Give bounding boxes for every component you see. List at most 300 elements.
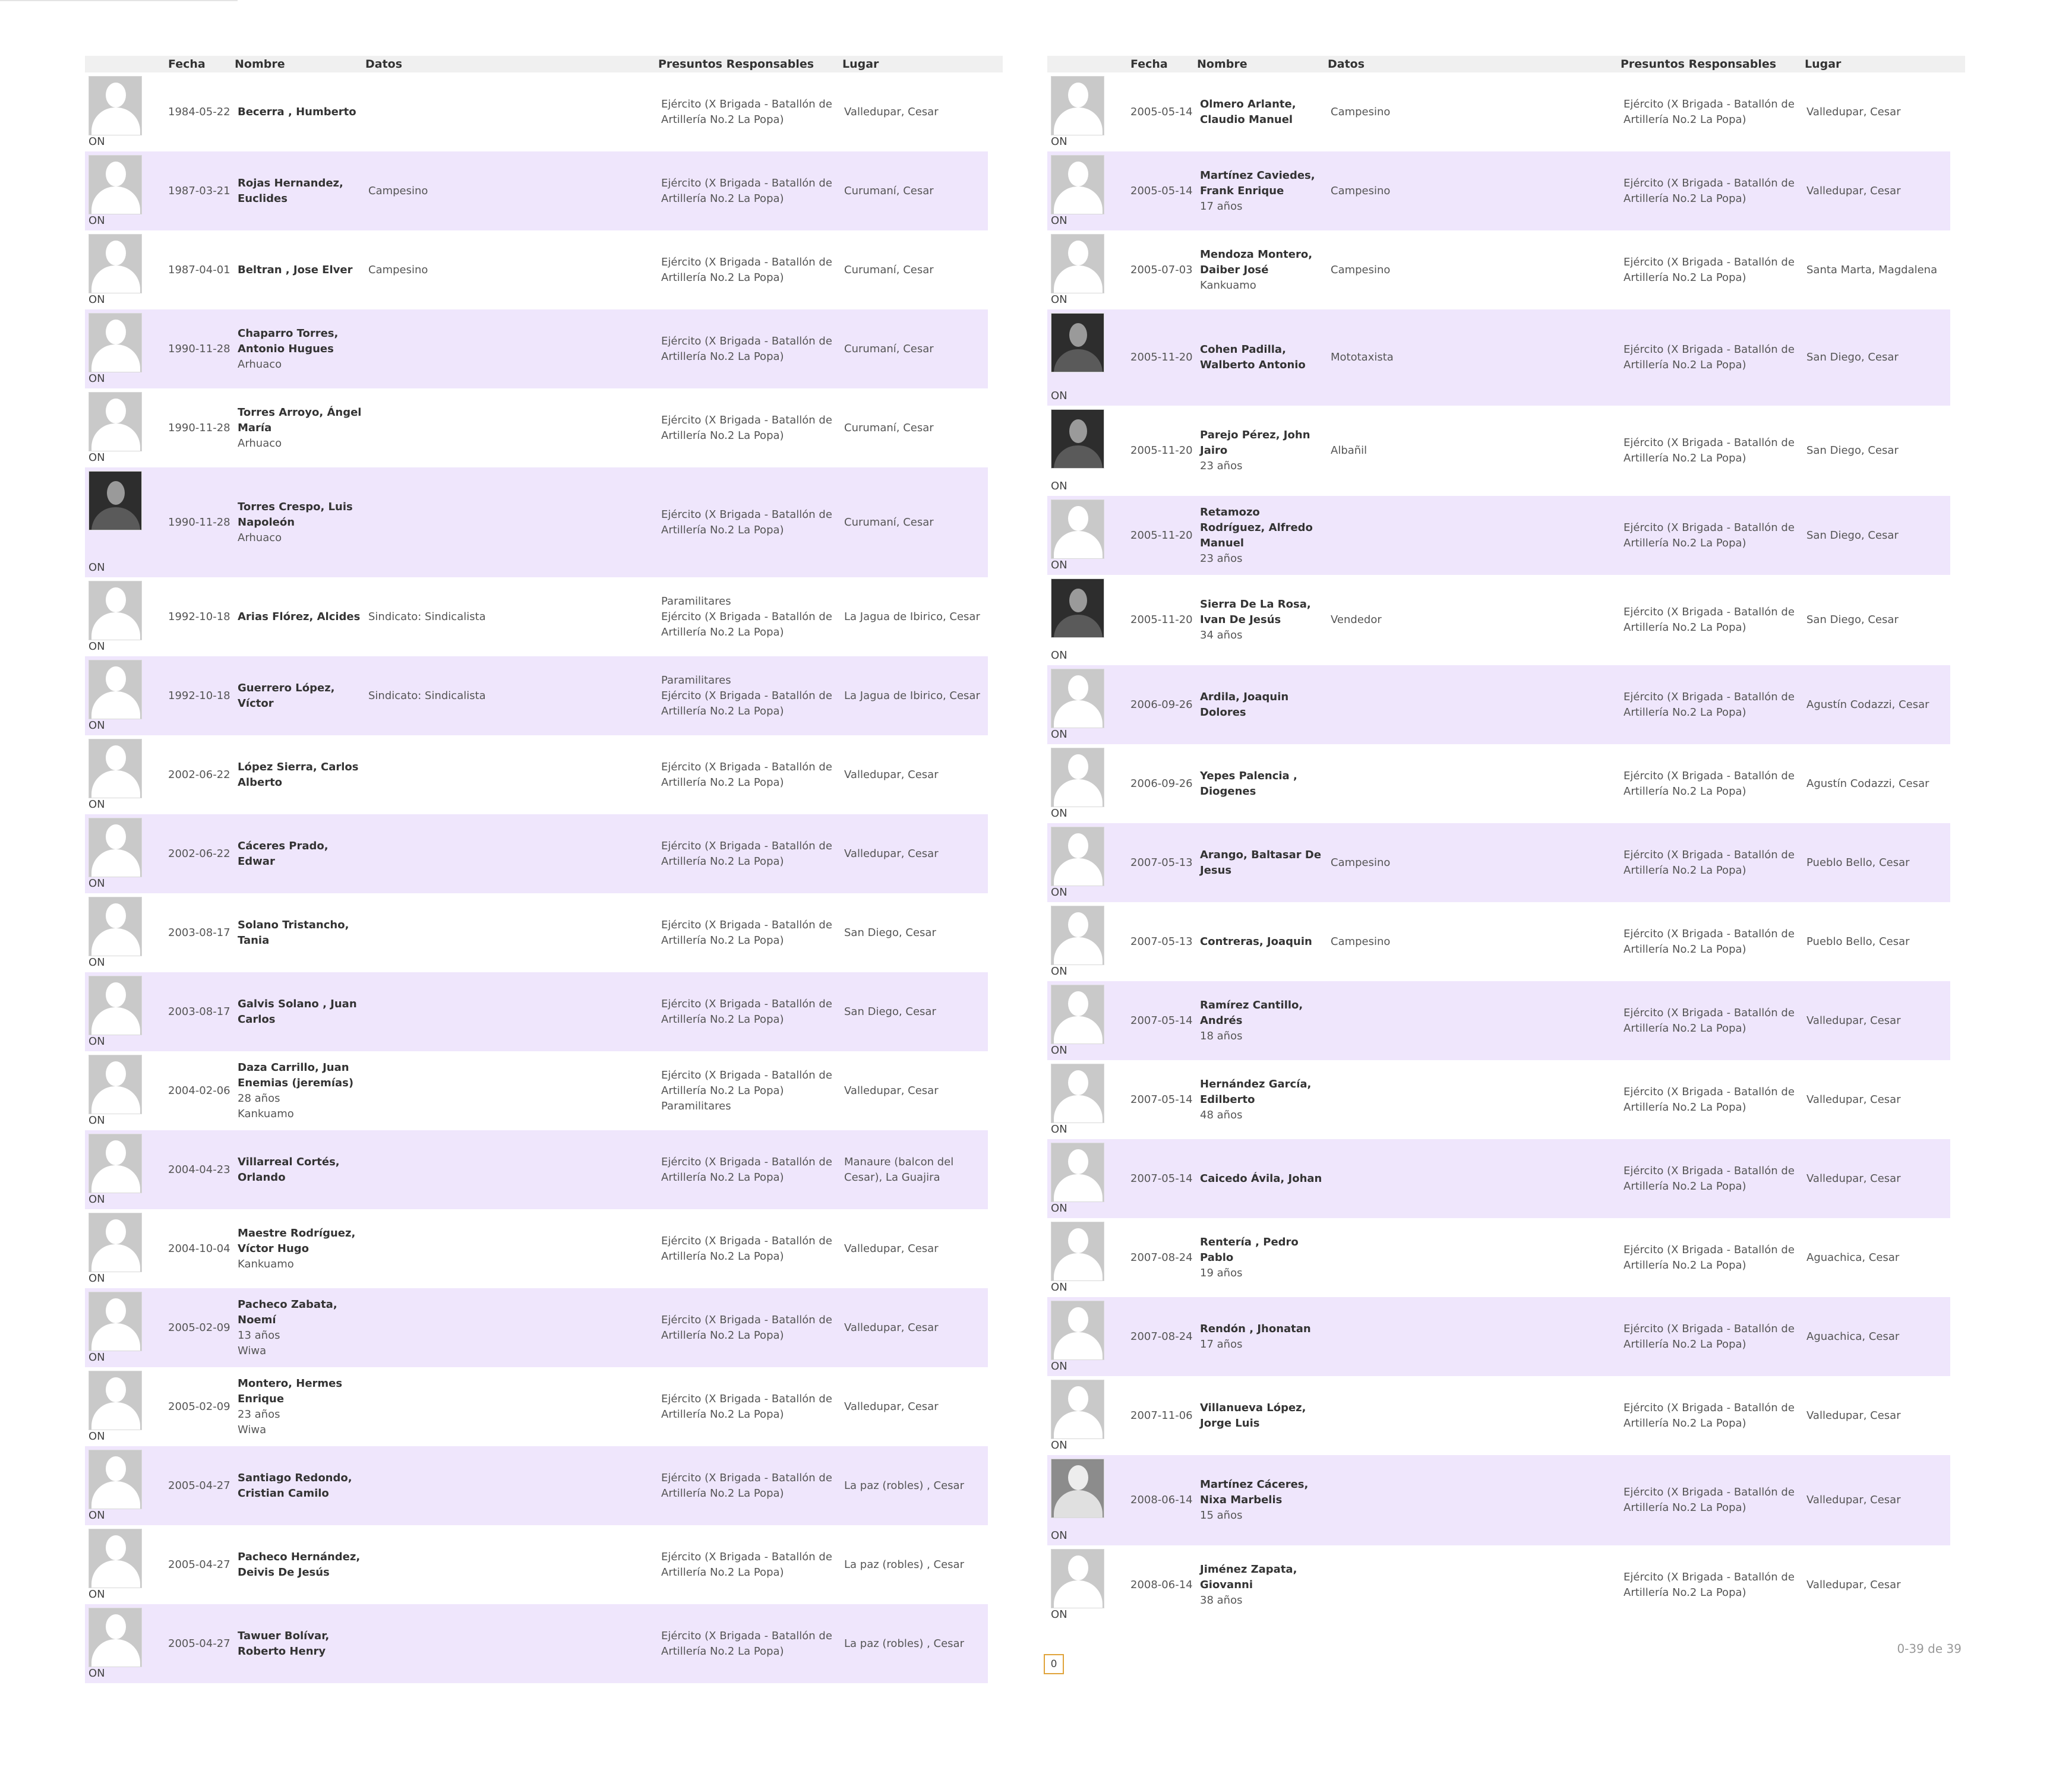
cell-fecha	[1130, 309, 1197, 406]
victim-photo[interactable]	[1051, 1143, 1104, 1202]
lugar-line: Valledupar, Cesar	[1806, 1172, 1901, 1185]
photo-head-shape	[1069, 419, 1087, 443]
header-lugar[interactable]: Lugar	[1805, 58, 1842, 71]
photo-bust-shape	[91, 1639, 140, 1667]
photo-head-shape	[106, 587, 126, 612]
photo-bust-shape	[91, 691, 140, 719]
responsable-line: Artillería No.2 La Popa)	[661, 776, 784, 789]
responsable-line: Ejército (X Brigada - Batallón de	[1624, 521, 1795, 534]
cell-responsables	[661, 1051, 842, 1130]
fecha-text: 2005-04-27	[168, 1479, 230, 1492]
victim-photo[interactable]	[89, 1608, 142, 1667]
cell-fecha	[168, 735, 235, 814]
photo-bust-shape	[1054, 1095, 1103, 1123]
victim-photo[interactable]	[1051, 234, 1104, 293]
fecha-text: 1990-11-28	[168, 342, 230, 355]
cell-datos	[1331, 744, 1616, 823]
table-row	[85, 230, 988, 309]
photo-bust-shape	[1054, 858, 1103, 886]
fecha-text: 2005-11-20	[1130, 529, 1193, 542]
victim-name-link[interactable]: Becerra , Humberto	[238, 105, 356, 118]
on-label: ON	[89, 1588, 105, 1601]
victim-extra-info: Arhuaco	[238, 437, 282, 450]
photo-head-shape	[106, 903, 126, 928]
photo-head-shape	[1068, 506, 1088, 531]
lugar-line: Pueblo Bello, Cesar	[1806, 935, 1910, 948]
on-label: ON	[1051, 1439, 1067, 1452]
victim-name-link[interactable]: Beltran , Jose Elver	[238, 263, 353, 276]
cell-responsables	[1624, 902, 1805, 981]
fecha-text: 2005-11-20	[1130, 614, 1193, 626]
victim-name-link[interactable]: Guerrero López, Víctor	[238, 681, 335, 710]
victim-photo[interactable]	[89, 234, 142, 293]
victim-photo[interactable]	[89, 1213, 142, 1272]
responsable-line: Artillería No.2 La Popa)	[661, 429, 784, 442]
table-body	[85, 72, 1003, 1683]
cell-responsables	[661, 735, 842, 814]
cell-lugar	[1806, 230, 1949, 309]
photo-bust-shape	[91, 928, 140, 956]
fecha-text: 1987-03-21	[168, 184, 230, 197]
victim-photo[interactable]	[89, 76, 142, 135]
cell-responsables	[1624, 309, 1805, 406]
victim-name-link[interactable]: Contreras, Joaquin	[1200, 935, 1312, 948]
fecha-text: 2005-07-03	[1130, 263, 1193, 276]
victim-extra-info: 28 años	[238, 1092, 280, 1105]
photo-bust-shape	[1054, 186, 1103, 214]
photo-head-shape	[106, 1061, 126, 1086]
victim-name-link[interactable]: Montero, Hermes Enrique	[238, 1377, 343, 1405]
photo-head-shape	[106, 1535, 126, 1560]
cell-datos	[368, 1367, 653, 1446]
victim-name-link[interactable]: López Sierra, Carlos Alberto	[238, 760, 359, 789]
cell-fecha	[168, 1130, 235, 1209]
header-datos[interactable]: Datos	[365, 58, 403, 71]
header-nombre[interactable]: Nombre	[1197, 58, 1247, 71]
responsable-line: Ejército (X Brigada - Batallón de	[1624, 927, 1795, 940]
responsable-line: Ejército (X Brigada - Batallón de	[661, 1313, 832, 1326]
victim-extra-info: 13 años	[238, 1329, 280, 1342]
victim-photo[interactable]	[1051, 1549, 1104, 1608]
victim-name-link[interactable]: Daza Carrillo, Juan Enemias (jeremías)	[238, 1061, 354, 1089]
cell-fecha	[1130, 496, 1197, 575]
table-row	[85, 893, 988, 972]
table-row	[85, 1130, 988, 1209]
on-label: ON	[89, 135, 105, 148]
photo-head-shape	[106, 1140, 126, 1165]
datos-text: Campesino	[1331, 856, 1391, 869]
cell-nombre	[1200, 575, 1328, 665]
cell-lugar	[844, 1604, 987, 1683]
lugar-line: San Diego, Cesar	[1806, 444, 1899, 457]
victim-name-link[interactable]: Hernández García, Edilberto	[1200, 1077, 1312, 1106]
cell-responsables	[1624, 1297, 1805, 1376]
victim-name-link[interactable]: Caicedo Ávila, Johan	[1200, 1172, 1322, 1185]
datos-text: Vendedor	[1331, 614, 1382, 626]
photo-bust-shape	[1054, 615, 1103, 638]
cell-datos	[1331, 902, 1616, 981]
cell-nombre	[238, 1604, 365, 1683]
header-nombre[interactable]: Nombre	[235, 58, 285, 71]
victim-name-link[interactable]: Jiménez Zapata, Giovanni	[1200, 1563, 1297, 1591]
victim-photo[interactable]	[1051, 155, 1104, 214]
responsable-line: Artillería No.2 La Popa)	[1624, 271, 1746, 284]
responsable-line: Ejército (X Brigada - Batallón de	[661, 760, 832, 773]
cell-responsables	[661, 1604, 842, 1683]
victim-photo[interactable]	[1051, 748, 1104, 807]
cell-responsables	[1624, 496, 1805, 575]
victim-photo[interactable]	[89, 976, 142, 1035]
cell-lugar	[1806, 1218, 1949, 1297]
cell-fecha	[1130, 1297, 1197, 1376]
responsable-line: Artillería No.2 La Popa)	[1624, 1101, 1746, 1114]
fecha-text: 2004-10-04	[168, 1242, 230, 1255]
cell-nombre	[1200, 1545, 1328, 1624]
on-label: ON	[1051, 135, 1067, 148]
victim-name-link[interactable]: Ardila, Joaquin Dolores	[1200, 690, 1289, 719]
lugar-line: San Diego, Cesar	[1806, 614, 1899, 626]
victim-photo[interactable]	[89, 1529, 142, 1588]
victim-name-link[interactable]: Arango, Baltasar De Jesus	[1200, 848, 1322, 877]
fecha-text: 2007-08-24	[1130, 1330, 1193, 1343]
victim-name-link[interactable]: Ramírez Cantillo, Andrés	[1200, 998, 1303, 1027]
responsable-line: Artillería No.2 La Popa)	[661, 625, 784, 638]
cell-lugar	[1806, 1297, 1949, 1376]
cell-nombre	[238, 1525, 365, 1604]
victim-name-link[interactable]: Pacheco Hernández, Deivis De Jesús	[238, 1550, 361, 1579]
cell-lugar	[844, 814, 987, 893]
victim-photo[interactable]	[1051, 1064, 1104, 1123]
photo-head-shape	[106, 666, 126, 691]
responsable-line: Artillería No.2 La Popa)	[661, 1408, 784, 1421]
victim-photo[interactable]	[89, 818, 142, 877]
victim-name-link[interactable]: Villarreal Cortés, Orlando	[238, 1155, 340, 1184]
cell-datos	[368, 230, 653, 309]
photo-bust-shape	[91, 423, 140, 451]
cell-datos	[368, 151, 653, 230]
table-row	[1047, 1376, 1950, 1455]
victim-name-link[interactable]: Olmero Arlante, Claudio Manuel	[1200, 97, 1296, 126]
lugar-line: Valledupar, Cesar	[1806, 1578, 1901, 1591]
victim-name-link[interactable]: Martínez Caviedes, Frank Enrique	[1200, 169, 1315, 197]
victim-name-link[interactable]: Pacheco Zabata, Noemí	[238, 1298, 337, 1326]
lugar-line: Valledupar, Cesar	[844, 105, 939, 118]
on-label: ON	[1051, 1608, 1067, 1621]
victim-name-link[interactable]: Maestre Rodríguez, Víctor Hugo	[238, 1226, 356, 1255]
responsable-line: Ejército (X Brigada - Batallón de	[661, 1155, 832, 1168]
cell-nombre	[1200, 823, 1328, 902]
victim-extra-info: 19 años	[1200, 1266, 1243, 1279]
responsable-line: Artillería No.2 La Popa)	[661, 1645, 784, 1658]
responsable-line: Artillería No.2 La Popa)	[1624, 1586, 1746, 1599]
victim-photo[interactable]	[89, 739, 142, 798]
cell-datos	[1331, 1139, 1616, 1218]
photo-head-shape	[1068, 1228, 1088, 1253]
responsable-line: Ejército (X Brigada - Batallón de	[661, 176, 832, 189]
cell-datos	[368, 1525, 653, 1604]
lugar-line: Valledupar, Cesar	[844, 1321, 939, 1334]
victim-name-link[interactable]: Rentería , Pedro Pablo	[1200, 1235, 1299, 1264]
victim-photo[interactable]	[1051, 827, 1104, 886]
responsable-line: Artillería No.2 La Popa)	[661, 192, 784, 205]
cell-responsables	[661, 467, 842, 577]
responsable-line: Ejército (X Brigada - Batallón de	[1624, 690, 1795, 703]
photo-bust-shape	[91, 1086, 140, 1114]
table-row	[85, 1525, 988, 1604]
photo-head-shape	[1068, 1465, 1088, 1490]
on-label: ON	[89, 293, 105, 306]
responsable-line: Artillería No.2 La Popa)	[661, 271, 784, 284]
victim-photo[interactable]	[89, 471, 142, 530]
on-label: ON	[89, 956, 105, 969]
cell-datos	[368, 893, 653, 972]
datos-text: Campesino	[1331, 935, 1391, 948]
header-fecha[interactable]: Fecha	[168, 58, 206, 71]
victim-name-link[interactable]: Rojas Hernandez, Euclides	[238, 176, 343, 205]
cell-nombre	[1200, 230, 1328, 309]
header-responsables[interactable]: Presuntos Responsables	[1621, 58, 1777, 71]
victim-name-link[interactable]: Yepes Palencia , Diogenes	[1200, 769, 1297, 798]
victim-extra-info: 38 años	[1200, 1593, 1243, 1607]
table-row	[1047, 496, 1950, 575]
header-lugar[interactable]: Lugar	[842, 58, 879, 71]
cell-nombre	[238, 72, 365, 151]
victim-photo[interactable]	[1051, 578, 1104, 638]
victim-photo[interactable]	[1051, 1301, 1104, 1360]
on-label: ON	[1051, 1202, 1067, 1215]
datos-text: Campesino	[1331, 263, 1391, 276]
responsable-line: Artillería No.2 La Popa)	[661, 1329, 784, 1342]
victim-name-link[interactable]: Galvis Solano , Juan Carlos	[238, 997, 357, 1026]
cell-fecha	[1130, 72, 1197, 151]
victim-photo[interactable]	[89, 1450, 142, 1509]
cell-datos	[1331, 575, 1616, 665]
cell-datos	[1331, 1060, 1616, 1139]
victim-name-link[interactable]: Solano Tristancho, Tania	[238, 918, 349, 947]
fecha-text: 2003-08-17	[168, 1005, 230, 1018]
lugar-line: Valledupar, Cesar	[1806, 1409, 1901, 1422]
photo-bust-shape	[91, 1007, 140, 1035]
cell-fecha	[1130, 575, 1197, 665]
lugar-line: San Diego, Cesar	[1806, 529, 1899, 542]
cell-datos	[1331, 496, 1616, 575]
victim-photo[interactable]	[1051, 985, 1104, 1044]
on-label: ON	[1051, 649, 1067, 662]
responsable-line: Ejército (X Brigada - Batallón de	[661, 1068, 832, 1082]
victim-extra-info: 48 años	[1200, 1108, 1243, 1121]
cell-responsables	[661, 230, 842, 309]
victim-photo[interactable]	[89, 1371, 142, 1430]
cell-nombre	[238, 1130, 365, 1209]
victim-photo[interactable]	[1051, 409, 1104, 469]
lugar-line: Valledupar, Cesar	[844, 1242, 939, 1255]
cell-nombre	[1200, 1218, 1328, 1297]
victim-photo[interactable]	[89, 392, 142, 451]
photo-head-shape	[1068, 675, 1088, 700]
photo-head-shape	[106, 320, 126, 344]
victim-photo[interactable]	[89, 581, 142, 640]
photo-head-shape	[1069, 589, 1087, 612]
cell-lugar	[844, 1288, 987, 1367]
cell-fecha	[168, 1209, 235, 1288]
header-responsables[interactable]: Presuntos Responsables	[658, 58, 814, 71]
victim-name-link[interactable]: Parejo Pérez, John Jairo	[1200, 429, 1310, 457]
table-row	[85, 309, 988, 388]
lugar-line: Pueblo Bello, Cesar	[1806, 856, 1910, 869]
victim-name-link[interactable]: Torres Arroyo, Ángel María	[238, 406, 362, 434]
fecha-text: 2003-08-17	[168, 926, 230, 939]
photo-bust-shape	[1054, 349, 1103, 372]
victim-name-link[interactable]: Santiago Redondo, Cristian Camilo	[238, 1471, 352, 1500]
responsable-line: Artillería No.2 La Popa)	[1624, 1501, 1746, 1514]
victim-photo[interactable]	[1051, 1380, 1104, 1439]
table-row	[85, 72, 988, 151]
cell-datos	[368, 1288, 653, 1367]
victim-extra-info: Kankuamo	[238, 1257, 294, 1270]
photo-head-shape	[106, 1298, 126, 1323]
cell-fecha	[1130, 1545, 1197, 1624]
victim-photo[interactable]	[1051, 906, 1104, 965]
on-label: ON	[89, 877, 105, 890]
victim-extra-info: 23 años	[1200, 460, 1243, 472]
victim-photo[interactable]	[89, 660, 142, 719]
photo-head-shape	[1068, 833, 1088, 858]
fecha-text: 2005-05-14	[1130, 105, 1193, 118]
cell-lugar	[1806, 1545, 1949, 1624]
victim-name-link[interactable]: Cáceres Prado, Edwar	[238, 839, 329, 868]
responsable-line: Artillería No.2 La Popa)	[661, 1171, 784, 1184]
responsable-line: Artillería No.2 La Popa)	[1624, 785, 1746, 798]
lugar-line: Valledupar, Cesar	[1806, 1093, 1901, 1106]
fecha-text: 2007-05-13	[1130, 935, 1193, 948]
victim-photo[interactable]	[89, 155, 142, 214]
victim-name-link[interactable]: Mendoza Montero, Daiber José	[1200, 248, 1313, 276]
table-row	[1047, 981, 1950, 1060]
victim-photo[interactable]	[89, 1292, 142, 1351]
fecha-text: 2006-09-26	[1130, 777, 1193, 790]
on-label: ON	[89, 1509, 105, 1522]
photo-bust-shape	[1054, 445, 1103, 469]
photo-head-shape	[1068, 1307, 1088, 1332]
cell-responsables	[661, 656, 842, 735]
victim-name-link[interactable]: Torres Crespo, Luis Napoleón	[238, 500, 353, 529]
cell-responsables	[661, 577, 842, 656]
cell-nombre	[1200, 1139, 1328, 1218]
victim-photo[interactable]	[1051, 1459, 1104, 1518]
cell-responsables	[1624, 823, 1805, 902]
header-fecha[interactable]: Fecha	[1130, 58, 1168, 71]
cell-nombre	[238, 972, 365, 1051]
cell-responsables	[661, 814, 842, 893]
victim-photo[interactable]	[1051, 669, 1104, 728]
photo-head-shape	[1068, 991, 1088, 1016]
responsable-line: Artillería No.2 La Popa)	[1624, 1416, 1746, 1430]
responsable-line: Artillería No.2 La Popa)	[661, 1566, 784, 1579]
datos-text: Albañil	[1331, 444, 1367, 457]
victim-photo[interactable]	[1051, 1222, 1104, 1281]
cell-nombre	[238, 1288, 365, 1367]
cell-responsables	[661, 972, 842, 1051]
responsable-line: Artillería No.2 La Popa)	[1624, 536, 1746, 549]
victim-name-link[interactable]: Chaparro Torres, Antonio Hugues	[238, 327, 339, 355]
on-label: ON	[1051, 1360, 1067, 1373]
cell-lugar	[844, 656, 987, 735]
cell-fecha	[1130, 981, 1197, 1060]
victim-photo[interactable]	[1051, 313, 1104, 372]
table-row	[1047, 744, 1950, 823]
cell-nombre	[238, 230, 365, 309]
responsable-line: Artillería No.2 La Popa)	[1624, 113, 1746, 126]
victim-extra-info: 15 años	[1200, 1509, 1243, 1522]
cell-responsables	[661, 1525, 842, 1604]
photo-bust-shape	[1054, 531, 1103, 559]
lugar-line: La paz (robles) , Cesar	[844, 1479, 964, 1492]
victim-name-link[interactable]: Cohen Padilla, Walberto Antonio	[1200, 343, 1306, 371]
table-row	[85, 972, 988, 1051]
cell-lugar	[844, 972, 987, 1051]
lugar-line: Curumaní, Cesar	[844, 184, 934, 197]
victim-extra-info: Arhuaco	[238, 358, 282, 371]
table-row	[1047, 1139, 1950, 1218]
cell-datos	[1331, 72, 1616, 151]
victim-photo[interactable]	[89, 897, 142, 956]
victim-name-link[interactable]: Retamozo Rodríguez, Alfredo Manuel	[1200, 505, 1313, 549]
cell-nombre	[238, 656, 365, 735]
cell-nombre	[1200, 1060, 1328, 1139]
fecha-text: 1990-11-28	[168, 421, 230, 434]
responsable-line: Paramilitares	[661, 1099, 731, 1112]
cell-lugar	[844, 1367, 987, 1446]
cell-responsables	[661, 1367, 842, 1446]
cell-nombre	[238, 814, 365, 893]
victim-photo[interactable]	[89, 313, 142, 372]
table-row	[85, 1209, 988, 1288]
table-row	[85, 735, 988, 814]
victim-name-link[interactable]: Sierra De La Rosa, Ivan De Jesús	[1200, 598, 1311, 626]
victim-extra-info: 23 años	[1200, 552, 1243, 565]
victim-photo[interactable]	[89, 1055, 142, 1114]
cell-responsables	[661, 1209, 842, 1288]
victim-extra-info: 23 años	[238, 1408, 280, 1421]
victim-name-link[interactable]: Martínez Cáceres, Nixa Marbelis	[1200, 1478, 1309, 1506]
table-row	[85, 151, 988, 230]
cell-datos	[368, 735, 653, 814]
lugar-line: Curumaní, Cesar	[844, 516, 934, 529]
header-datos[interactable]: Datos	[1328, 58, 1365, 71]
cell-lugar	[844, 1051, 987, 1130]
fecha-text: 1990-11-28	[168, 516, 230, 529]
victim-name-link[interactable]: Arias Flórez, Alcides	[238, 610, 361, 623]
fecha-text: 2004-02-06	[168, 1084, 230, 1097]
page-button[interactable]: 0	[1044, 1654, 1064, 1674]
victim-photo[interactable]	[89, 1134, 142, 1193]
cell-nombre	[1200, 902, 1328, 981]
cell-responsables	[661, 388, 842, 467]
victim-photo[interactable]	[1051, 76, 1104, 135]
victim-name-link[interactable]: Tawuer Bolívar, Roberto Henry	[238, 1629, 330, 1658]
cell-fecha	[168, 972, 235, 1051]
photo-head-shape	[106, 83, 126, 107]
cell-lugar	[844, 735, 987, 814]
cell-datos	[1331, 1297, 1616, 1376]
victim-photo[interactable]	[1051, 499, 1104, 559]
cell-nombre	[1200, 1297, 1328, 1376]
victim-name-link[interactable]: Villanueva López, Jorge Luis	[1200, 1401, 1306, 1430]
photo-head-shape	[107, 481, 125, 505]
victim-name-link[interactable]: Rendón , Jhonatan	[1200, 1322, 1311, 1335]
lugar-line: Valledupar, Cesar	[844, 1084, 939, 1097]
photo-bust-shape	[1054, 107, 1103, 135]
